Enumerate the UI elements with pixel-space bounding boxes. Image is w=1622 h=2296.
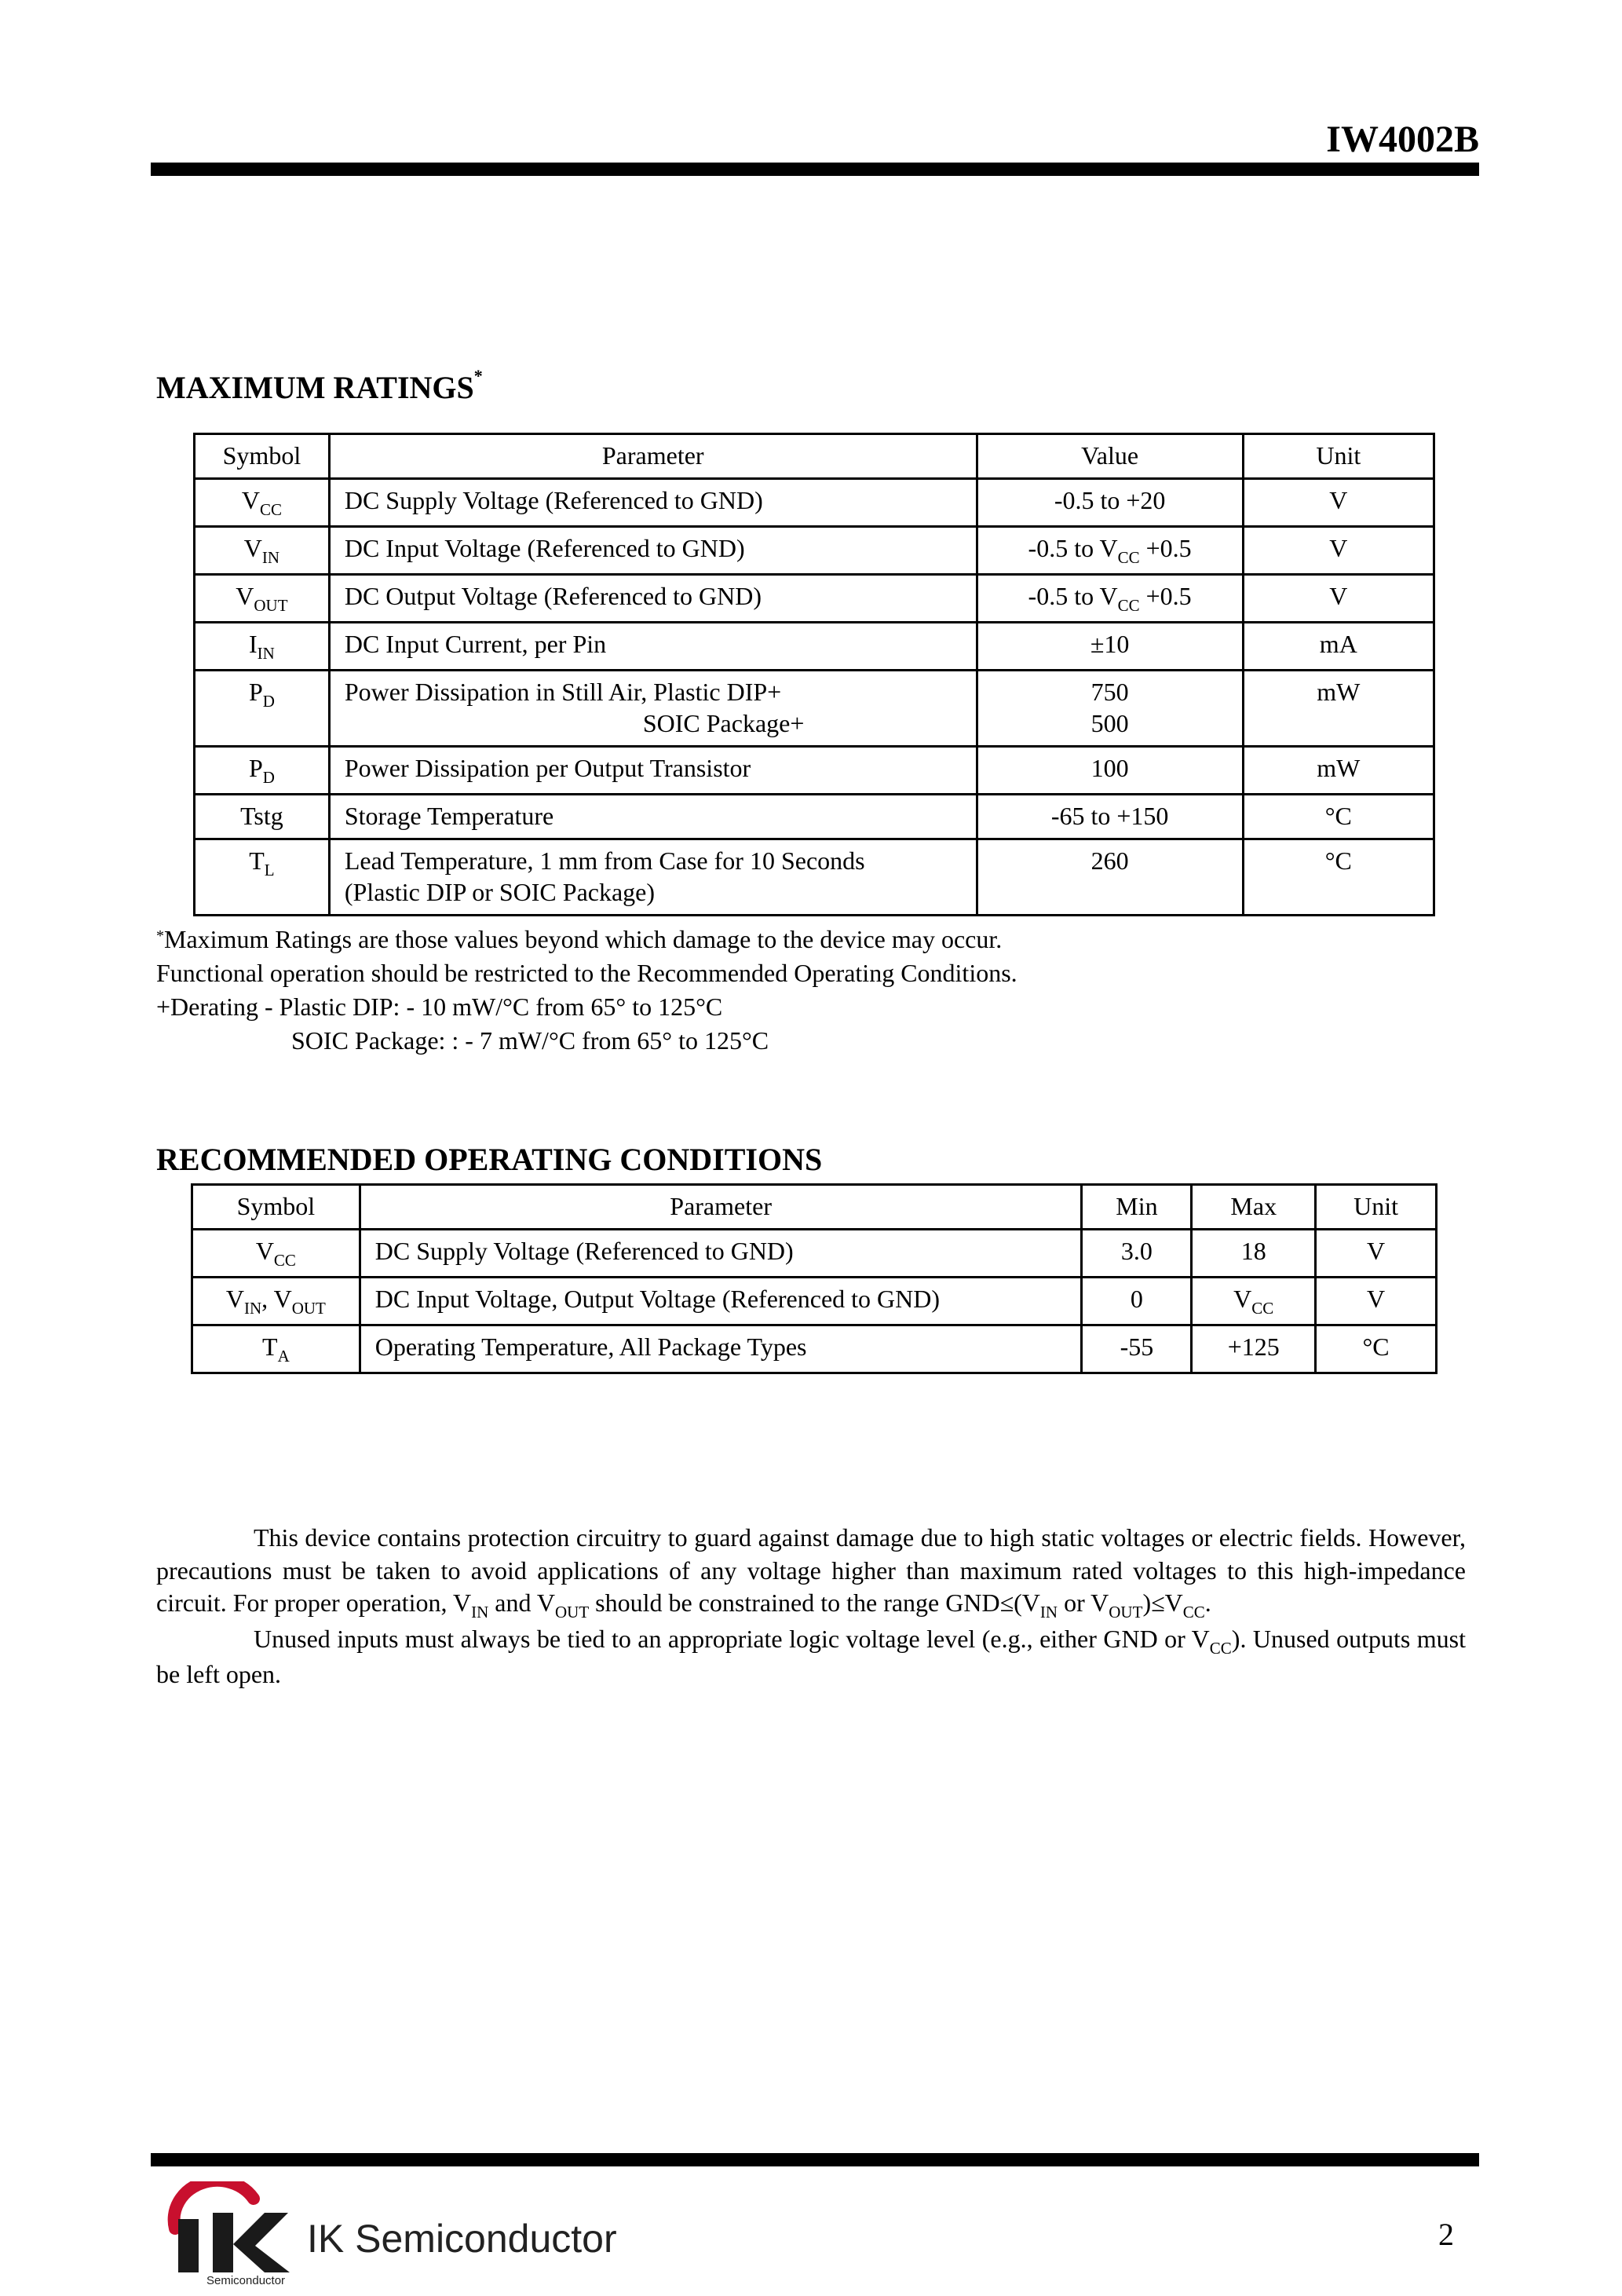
parameter-cell: Lead Temperature, 1 mm from Case for 10 Seconds (Plastic DIP or SOIC Package) — [329, 839, 977, 916]
min-cell: 0 — [1082, 1278, 1192, 1325]
unit-cell: °C — [1316, 1325, 1437, 1373]
parameter-cell: Power Dissipation in Still Air, Plastic DIP+ SOIC Package+ — [329, 671, 977, 747]
col-unit: Unit — [1243, 434, 1434, 479]
footer-rule — [151, 2153, 1479, 2166]
paragraph: Unused inputs must always be tied to an appropriate logic voltage level (e.g., either GND or $V_{CC}$). Unused outputs must be left open. — [156, 1624, 1467, 1688]
table-row — [195, 479, 1434, 527]
symbol-cell: $V_{IN}$ — [195, 527, 330, 575]
col-symbol: Symbol — [195, 434, 330, 479]
value-cell: -0.5 to $V_{CC} +0.5$ — [977, 575, 1243, 623]
parameter-cell: Power Dissipation per Output Transistor — [329, 747, 977, 795]
value-cell: 750 500 — [977, 671, 1243, 747]
table-row — [195, 839, 1434, 916]
symbol-cell: $T_L$ — [195, 839, 330, 916]
symbol-cell: $V_{CC}$ — [192, 1230, 360, 1278]
max-ratings-notes — [156, 923, 1017, 1058]
value-cell: -0.5 to $V_{CC} +0.5$ — [977, 527, 1243, 575]
col-symbol: Symbol — [192, 1185, 360, 1230]
company-name: IK Semiconductor — [307, 2217, 617, 2261]
unit-cell: V — [1316, 1278, 1437, 1325]
roc-table — [191, 1183, 1438, 1374]
symbol-cell: $P_D$ — [195, 747, 330, 795]
unit-cell: °C — [1243, 795, 1434, 839]
parameter-cell: DC Supply Voltage (Referenced to GND) — [329, 479, 977, 527]
unit-cell: mA — [1243, 623, 1434, 671]
table-header-row — [192, 1185, 1437, 1230]
symbol-cell: $I_{IN}$ — [195, 623, 330, 671]
parameter-cell: DC Input Current, per Pin — [329, 623, 977, 671]
max-cell: +125 — [1192, 1325, 1316, 1373]
parameter-cell: Operating Temperature, All Package Types — [360, 1325, 1082, 1373]
value-cell: -0.5 to +20 — [977, 479, 1243, 527]
handling-notes — [156, 1522, 1466, 1691]
col-value: Value — [977, 434, 1243, 479]
table-row — [192, 1230, 1437, 1278]
max-ratings-title: MAXIMUM RATINGS* — [156, 366, 483, 405]
parameter-cell: DC Input Voltage, Output Voltage (Referenced to GND) — [360, 1278, 1082, 1325]
col-max: Max — [1192, 1185, 1316, 1230]
max-ratings-table — [193, 433, 1435, 916]
value-cell: -65 to +150 — [977, 795, 1243, 839]
parameter-cell: Storage Temperature — [329, 795, 977, 839]
parameter-cell: DC Supply Voltage (Referenced to GND) — [360, 1230, 1082, 1278]
note-line: +Derating - Plastic DIP: - 10 mW/°C from 65° to 125°C — [156, 993, 723, 1021]
roc-title: RECOMMENDED OPERATING CONDITIONS — [156, 1142, 823, 1177]
max-cell: $V_{CC}$ — [1192, 1278, 1316, 1325]
part-number: IW4002B — [1326, 119, 1479, 160]
page-number: 2 — [1438, 2217, 1454, 2252]
col-parameter: Parameter — [329, 434, 977, 479]
col-unit: Unit — [1316, 1185, 1437, 1230]
unit-cell: mW — [1243, 671, 1434, 747]
min-cell: -55 — [1082, 1325, 1192, 1373]
paragraph: This device contains protection circuitry to guard against damage due to high static voltages or electric fields. However, precautions must be taken to avoid applications of any voltage higher than maximum rated voltages to this high-impedance circuit. For proper operation, $V_{IN}$ and $V_{OUT}$ should be constrained to the range $GND\le(V_{IN}$ or $V_{OUT})\le V_{CC}$. — [156, 1523, 1466, 1621]
header-rule — [151, 163, 1479, 176]
company-subtitle: Semiconductor — [206, 2274, 286, 2287]
table-row — [195, 671, 1434, 747]
unit-cell: V — [1243, 527, 1434, 575]
unit-cell: V — [1243, 575, 1434, 623]
col-min: Min — [1082, 1185, 1192, 1230]
unit-cell: V — [1243, 479, 1434, 527]
symbol-cell: Tstg — [195, 795, 330, 839]
min-cell: 3.0 — [1082, 1230, 1192, 1278]
parameter-cell: DC Input Voltage (Referenced to GND) — [329, 527, 977, 575]
table-row — [192, 1325, 1437, 1373]
unit-cell: mW — [1243, 747, 1434, 795]
note-line: *Maximum Ratings are those values beyond which damage to the device may occur. — [156, 925, 1003, 953]
note-line: Functional operation should be restricted to the Recommended Operating Conditions. — [156, 959, 1017, 987]
max-cell: 18 — [1192, 1230, 1316, 1278]
table-header-row — [195, 434, 1434, 479]
unit-cell: V — [1316, 1230, 1437, 1278]
col-parameter: Parameter — [360, 1185, 1082, 1230]
symbol-cell: $V_{IN}$, $V_{OUT}$ — [192, 1278, 360, 1325]
table-row — [195, 747, 1434, 795]
value-cell: 100 — [977, 747, 1243, 795]
company-logo — [167, 2181, 615, 2291]
table-row — [195, 527, 1434, 575]
table-row — [195, 795, 1434, 839]
unit-cell: °C — [1243, 839, 1434, 916]
symbol-cell: $V_{CC}$ — [195, 479, 330, 527]
table-row — [195, 575, 1434, 623]
table-row — [195, 623, 1434, 671]
value-cell: 260 — [977, 839, 1243, 916]
symbol-cell: $P_D$ — [195, 671, 330, 747]
parameter-cell: DC Output Voltage (Referenced to GND) — [329, 575, 977, 623]
note-line: SOIC Package: : - 7 mW/°C from 65° to 125°C — [291, 1026, 769, 1055]
symbol-cell: $T_A$ — [192, 1325, 360, 1373]
value-cell: ±10 — [977, 623, 1243, 671]
ik-logo-icon — [167, 2181, 301, 2280]
table-row — [192, 1278, 1437, 1325]
symbol-cell: $V_{OUT}$ — [195, 575, 330, 623]
